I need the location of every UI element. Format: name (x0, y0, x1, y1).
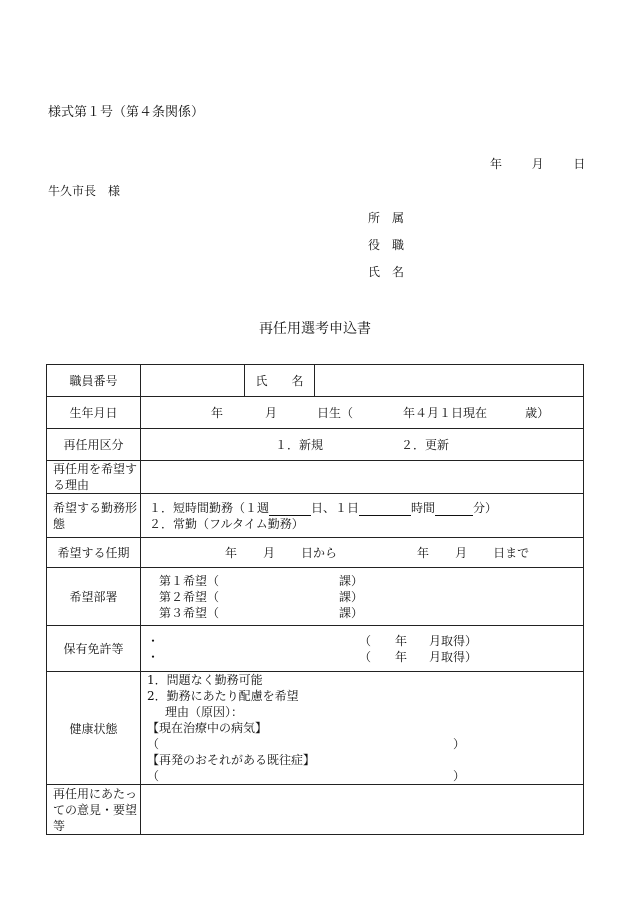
name-label: 氏 名 (245, 365, 315, 397)
row-department (47, 568, 584, 626)
dept-choice-2[interactable]: 第２希望（ 課） (159, 589, 364, 604)
row-work-style (47, 494, 584, 538)
license-row-2[interactable]: ・ （ 年 月取得） (147, 649, 478, 664)
addressee: 牛久市長 様 (48, 184, 121, 198)
applicant-affiliation: 所 属 (368, 211, 405, 225)
work-opt-short[interactable]: １．短時間勤務（１週 日、１日 時間 分） (149, 500, 498, 515)
dept-choice-3[interactable]: 第３希望（ 課） (159, 605, 364, 620)
department-field (141, 568, 584, 626)
row-birth (47, 397, 584, 429)
health-current-title: 【現在治療中の病気】 (147, 721, 268, 735)
applicant-position: 役 職 (368, 238, 405, 252)
birth-year: 年 (211, 406, 224, 420)
opinion-field[interactable] (141, 785, 584, 835)
document-title: 再任用選考申込書 (259, 321, 371, 337)
date-line (490, 155, 585, 172)
term-field[interactable]: 年 月 日から 年 月 日まで (141, 538, 584, 568)
reason-field[interactable] (141, 461, 584, 494)
birth-label: 生年月日 (47, 397, 141, 429)
license-row-1[interactable]: ・ （ 年 月取得） (147, 633, 478, 648)
term-label: 希望する任期 (47, 538, 141, 568)
dept-choice-1[interactable]: 第１希望（ 課） (159, 573, 364, 588)
category-renew[interactable]: ２．更新 (401, 438, 450, 452)
birth-month: 月 (265, 406, 278, 420)
work-opt-full[interactable]: ２．常勤（フルタイム勤務） (149, 516, 304, 531)
health-past-title: 【再発のおそれがある既往症】 (147, 753, 316, 767)
category-label: 再任用区分 (47, 429, 141, 461)
birth-day: 日生（ (317, 406, 354, 420)
row-license (47, 626, 584, 672)
category-field (141, 429, 584, 461)
health-label: 健康状態 (47, 672, 141, 785)
category-new[interactable]: １．新規 (275, 438, 324, 452)
health-field (141, 672, 584, 785)
application-form-table (46, 364, 584, 835)
date-day: 日 (573, 157, 586, 171)
form-number: 様式第１号（第４条関係） (48, 105, 205, 120)
birth-age: 歳） (525, 406, 550, 420)
health-current-input[interactable]: （ ） (147, 737, 466, 751)
row-category (47, 429, 584, 461)
reason-label: 再任用を希望する理由 (47, 461, 141, 494)
work-style-field (141, 494, 584, 538)
health-opt-care[interactable]: 2．勤務にあたり配慮を希望 (147, 689, 299, 703)
birth-asof: 年４月１日現在 (403, 406, 488, 420)
license-label: 保有免許等 (47, 626, 141, 672)
employee-no-label: 職員番号 (47, 365, 141, 397)
department-label: 希望部署 (47, 568, 141, 626)
date-month: 月 (531, 157, 544, 171)
row-reason (47, 461, 584, 494)
row-employee (47, 365, 584, 397)
row-term (47, 538, 584, 568)
date-year: 年 (490, 157, 503, 171)
row-opinion (47, 785, 584, 835)
health-reason: 理由（原因）： (165, 705, 244, 719)
opinion-label: 再任用にあたっての意見・要望等 (47, 785, 141, 835)
health-past-input[interactable]: （ ） (147, 769, 466, 783)
birth-field[interactable] (141, 397, 584, 429)
work-style-label: 希望する勤務形態 (47, 494, 141, 538)
employee-no-field[interactable] (141, 365, 245, 397)
applicant-name: 氏 名 (368, 265, 405, 279)
name-field[interactable] (315, 365, 584, 397)
health-opt-ok[interactable]: 1．問題なく勤務可能 (147, 673, 263, 687)
row-health (47, 672, 584, 785)
license-field (141, 626, 584, 672)
